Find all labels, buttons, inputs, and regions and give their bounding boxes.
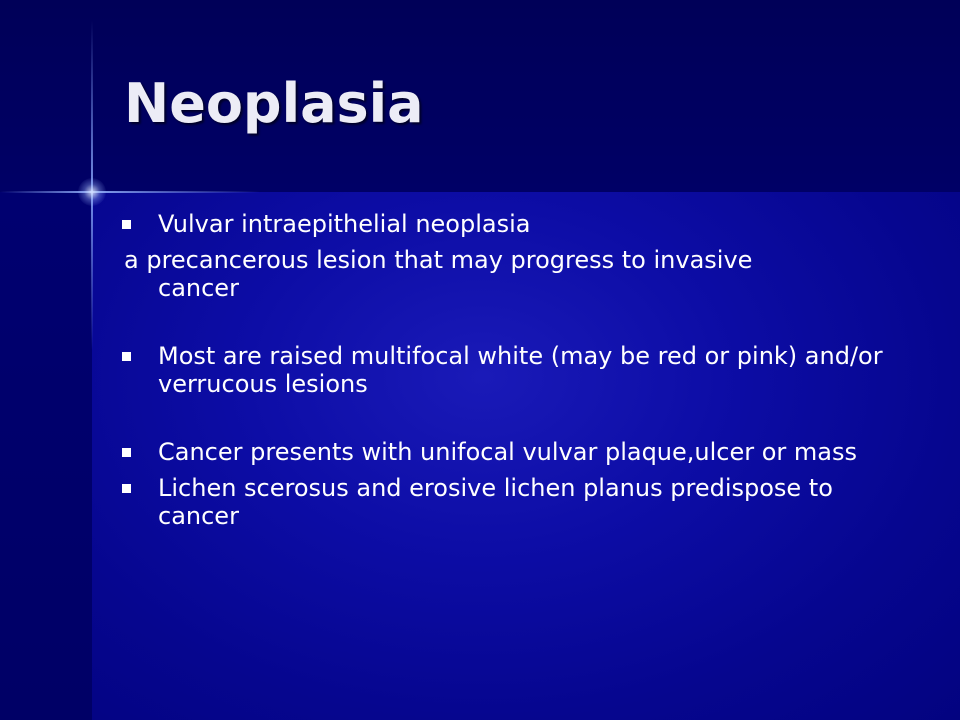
left-strip (0, 192, 92, 720)
square-bullet-icon (122, 352, 131, 361)
bullet-item-vin (120, 210, 920, 238)
bullet-text: Lichen scerosus and erosive lichen planus predispose to cancer (158, 474, 833, 530)
bullet-text: Cancer presents with unifocal vulvar plaque,ulcer or mass (158, 438, 858, 466)
definition-text (120, 246, 920, 302)
bullet-item-lichen (120, 474, 920, 530)
square-bullet-icon (122, 220, 131, 229)
bullet-item-lesions (120, 342, 920, 398)
sparkle-horizontal-line (0, 191, 260, 193)
bullet-text: Vulvar intraepithelial neoplasia (158, 210, 531, 238)
slide-title: Neoplasia (124, 72, 424, 135)
bullet-text: Most are raised multifocal white (may be red or pink) and/or verrucous lesions (158, 342, 883, 398)
slide-body (120, 210, 920, 530)
bullet-item-cancer-presentation (120, 438, 920, 466)
definition-line-2: cancer (158, 274, 239, 302)
square-bullet-icon (122, 448, 131, 457)
square-bullet-icon (122, 484, 131, 493)
sparkle-star-icon (78, 178, 106, 206)
definition-line-1: a precancerous lesion that may progress to invasive (124, 246, 753, 274)
